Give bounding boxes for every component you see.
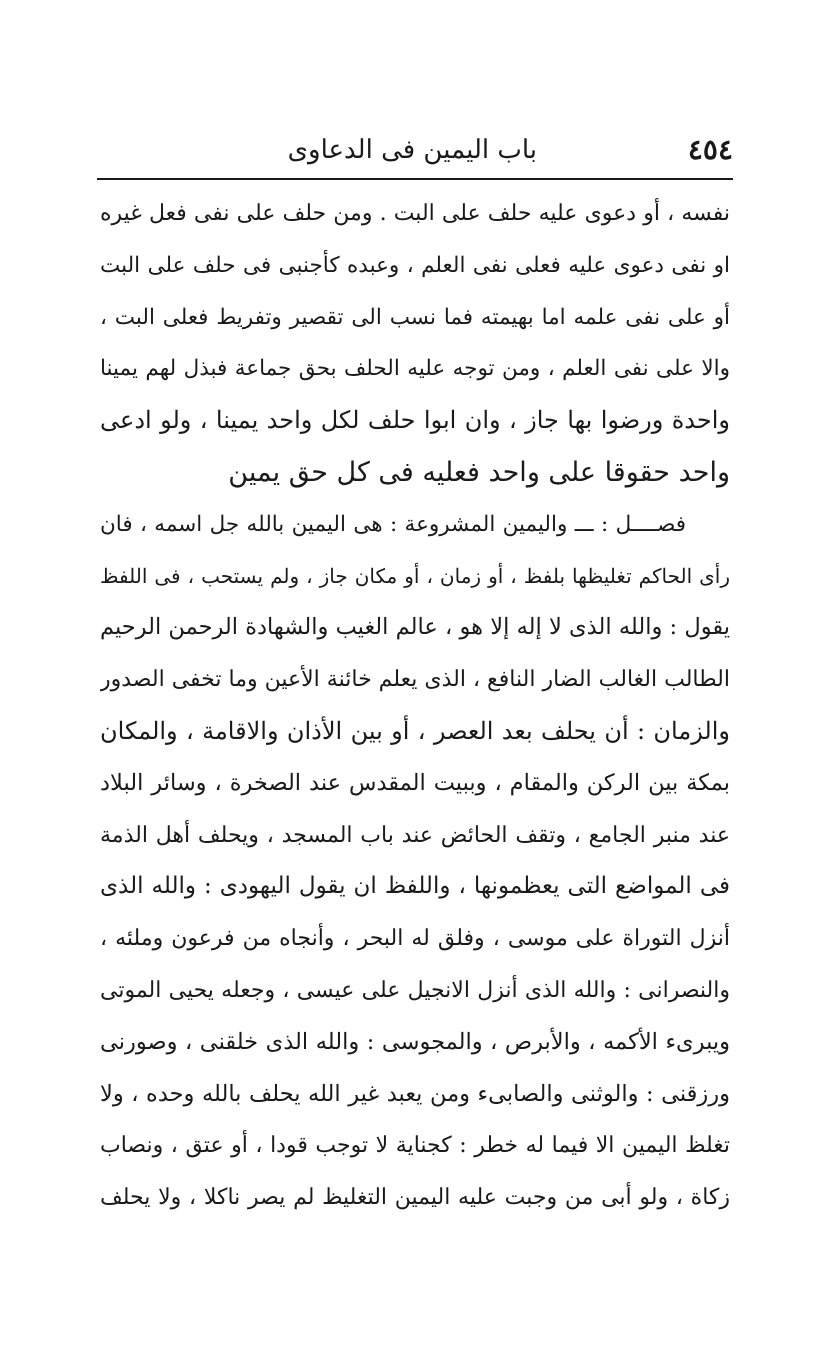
- text-line: والا على نفى العلم ، ومن توجه عليه الحلف بحق جماعة فبذل لهم يمينا: [100, 356, 730, 382]
- text-line: واحدة ورضوا بها جاز ، وان ابوا حلف لكل واحد يمينا ، ولو ادعى: [100, 406, 730, 435]
- text-line: رأى الحاكم تغليظها بلفظ ، أو زمان ، أو مكان جاز ، ولم يستحب ، فى اللفظ: [100, 563, 730, 588]
- page-header: [97, 128, 733, 172]
- text-line: او نفى دعوى عليه فعلى نفى العلم ، وعبده كأجنبى فى حلف على البت: [100, 252, 730, 278]
- running-title: باب اليمين فى الدعاوى: [287, 135, 537, 165]
- text-line: الطالب الغالب الضار النافع ، الذى يعلم خائنة الأعين وما تخفى الصدور: [100, 667, 730, 693]
- header-rule: [97, 178, 733, 180]
- text-line: أو على نفى علمه اما بهيمته فما نسب الى تقصير وتفريط فعلى البت ،: [100, 304, 730, 330]
- text-line: يقول : والله الذى لا إله إلا هو ، عالم الغيب والشهادة الرحمن الرحيم: [100, 614, 730, 641]
- text-line: زكاة ، ولو أبى من وجبت عليه اليمين التغليظ لم يصر ناكلا ، ولا يحلف: [100, 1185, 730, 1211]
- text-line: واحد حقوقا على واحد فعليه فى كل حق يمين: [228, 456, 730, 488]
- text-line: والزمان : أن يحلف بعد العصر ، أو بين الأذان والاقامة ، والمكان: [100, 716, 730, 745]
- text-line: أنزل التوراة على موسى ، وفلق له البحر ، وأنجاه من فرعون وملئه ،: [100, 926, 730, 952]
- section-heading-line: فصــــل : ـــ واليمين المشروعة : هى اليمين بالله جل اسمه ، فان: [100, 511, 686, 537]
- page-number: ٤٥٤: [687, 133, 733, 166]
- text-line: ورزقنى : والوثنى والصابىء ومن يعبد غير الله يحلف بالله وحده ، ولا: [100, 1080, 730, 1107]
- text-line: فى المواضع التى يعظمونها ، واللفظ ان يقول اليهودى : والله الذى: [100, 873, 730, 900]
- text-line: تغلظ اليمين الا فيما له خطر : كجناية لا توجب قودا ، أو عتق ، ونصاب: [100, 1133, 730, 1159]
- text-line: بمكة بين الركن والمقام ، وببيت المقدس عند الصخرة ، وسائر البلاد: [100, 769, 730, 796]
- text-line: والنصرانى : والله الذى أنزل الانجيل على عيسى ، وجعله يحيى الموتى: [100, 977, 730, 1003]
- text-line: عند منبر الجامع ، وتقف الحائض عند باب المسجد ، ويحلف أهل الذمة: [100, 822, 730, 848]
- body-text: [100, 188, 730, 1224]
- text-line: ويبرىء الأكمه ، والأبرص ، والمجوسى : والله الذى خلقنى ، وصورنى: [100, 1028, 730, 1055]
- text-line: نفسه ، أو دعوى عليه حلف على البت . ومن حلف على نفى فعل غيره: [100, 201, 730, 226]
